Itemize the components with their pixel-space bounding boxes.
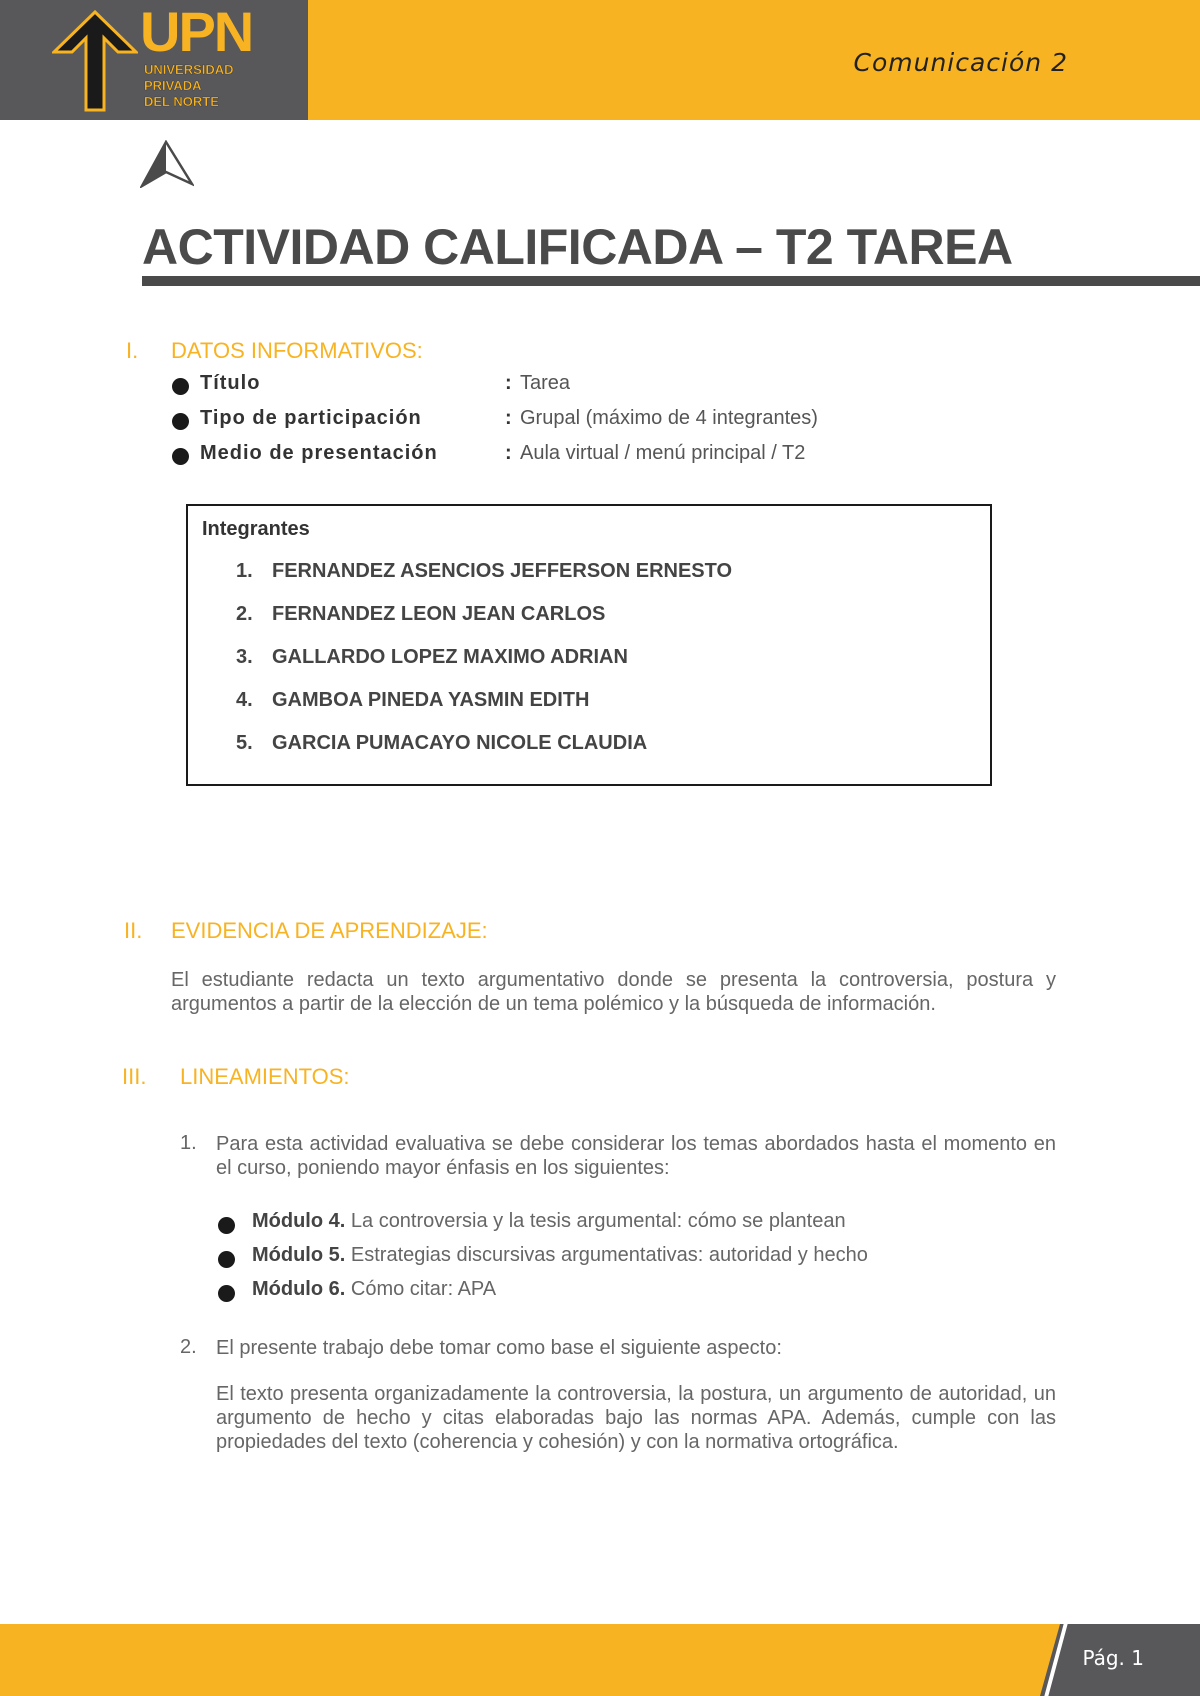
page-title: ACTIVIDAD CALIFICADA – T2 TAREA [142,219,1013,275]
evidence-paragraph: El estudiante redacta un texto argumentativo donde se presenta la controversia, postura y argumentos a partir de la elección de un tema polémico y la búsqueda de información. [171,969,1056,1015]
bullet-dot-icon [218,1251,235,1268]
members-box [186,504,992,786]
upn-arrow-logo-icon [52,10,138,112]
bullet-dot-icon [172,413,189,430]
bullet-dot-icon [218,1285,235,1302]
bullet-dot-icon [172,378,189,395]
title-underline [142,276,1200,286]
guideline-1-text: Para esta actividad evaluativa se debe considerar los temas abordados hasta el momento en el curso, poniendo mayor énfasis en los siguientes: [216,1133,1056,1179]
member-item: 5. GARCIA PUMACAYO NICOLE CLAUDIA [236,732,648,754]
member-item: 1. FERNANDEZ ASENCIOS JEFFERSON ERNESTO [236,560,733,582]
page-number: Pág. 1 [1082,1646,1144,1670]
bullet-dot-icon [172,448,189,465]
member-item: 2. FERNANDEZ LEON JEAN CARLOS [236,603,606,625]
section-heading-3: III. LINEAMIENTOS: [122,1064,350,1089]
bullet-dot-icon [218,1217,235,1234]
navigation-arrow-icon [140,140,194,188]
section-heading-2: II. EVIDENCIA DE APRENDIZAJE: [124,918,488,943]
logo-block [0,0,308,120]
list-number: 2. [180,1336,197,1358]
guideline-2-paragraph: El texto presenta organizadamente la controversia, la postura, un argumento de autoridad, un argumento de hecho y citas elaboradas bajo las normas APA. Además, cumple con las propiedades del texto (coherencia y cohesión) y con la normativa ortográfica. [216,1383,1056,1453]
page-footer [0,1624,1200,1696]
members-heading: Integrantes [202,518,310,540]
member-item: 4. GAMBOA PINEDA YASMIN EDITH [236,689,590,711]
course-name: Comunicación 2 [853,48,1068,77]
logo-text: UPN [140,0,253,63]
page-header [0,0,1200,120]
guideline-2-text: El presente trabajo debe tomar como base el siguiente aspecto: [216,1337,782,1359]
list-number: 1. [180,1132,197,1154]
member-item: 3. GALLARDO LOPEZ MAXIMO ADRIAN [236,646,628,668]
logo-subtitle: UNIVERSIDAD PRIVADA DEL NORTE [144,62,234,109]
section-heading-1: I. DATOS INFORMATIVOS: [126,338,423,363]
